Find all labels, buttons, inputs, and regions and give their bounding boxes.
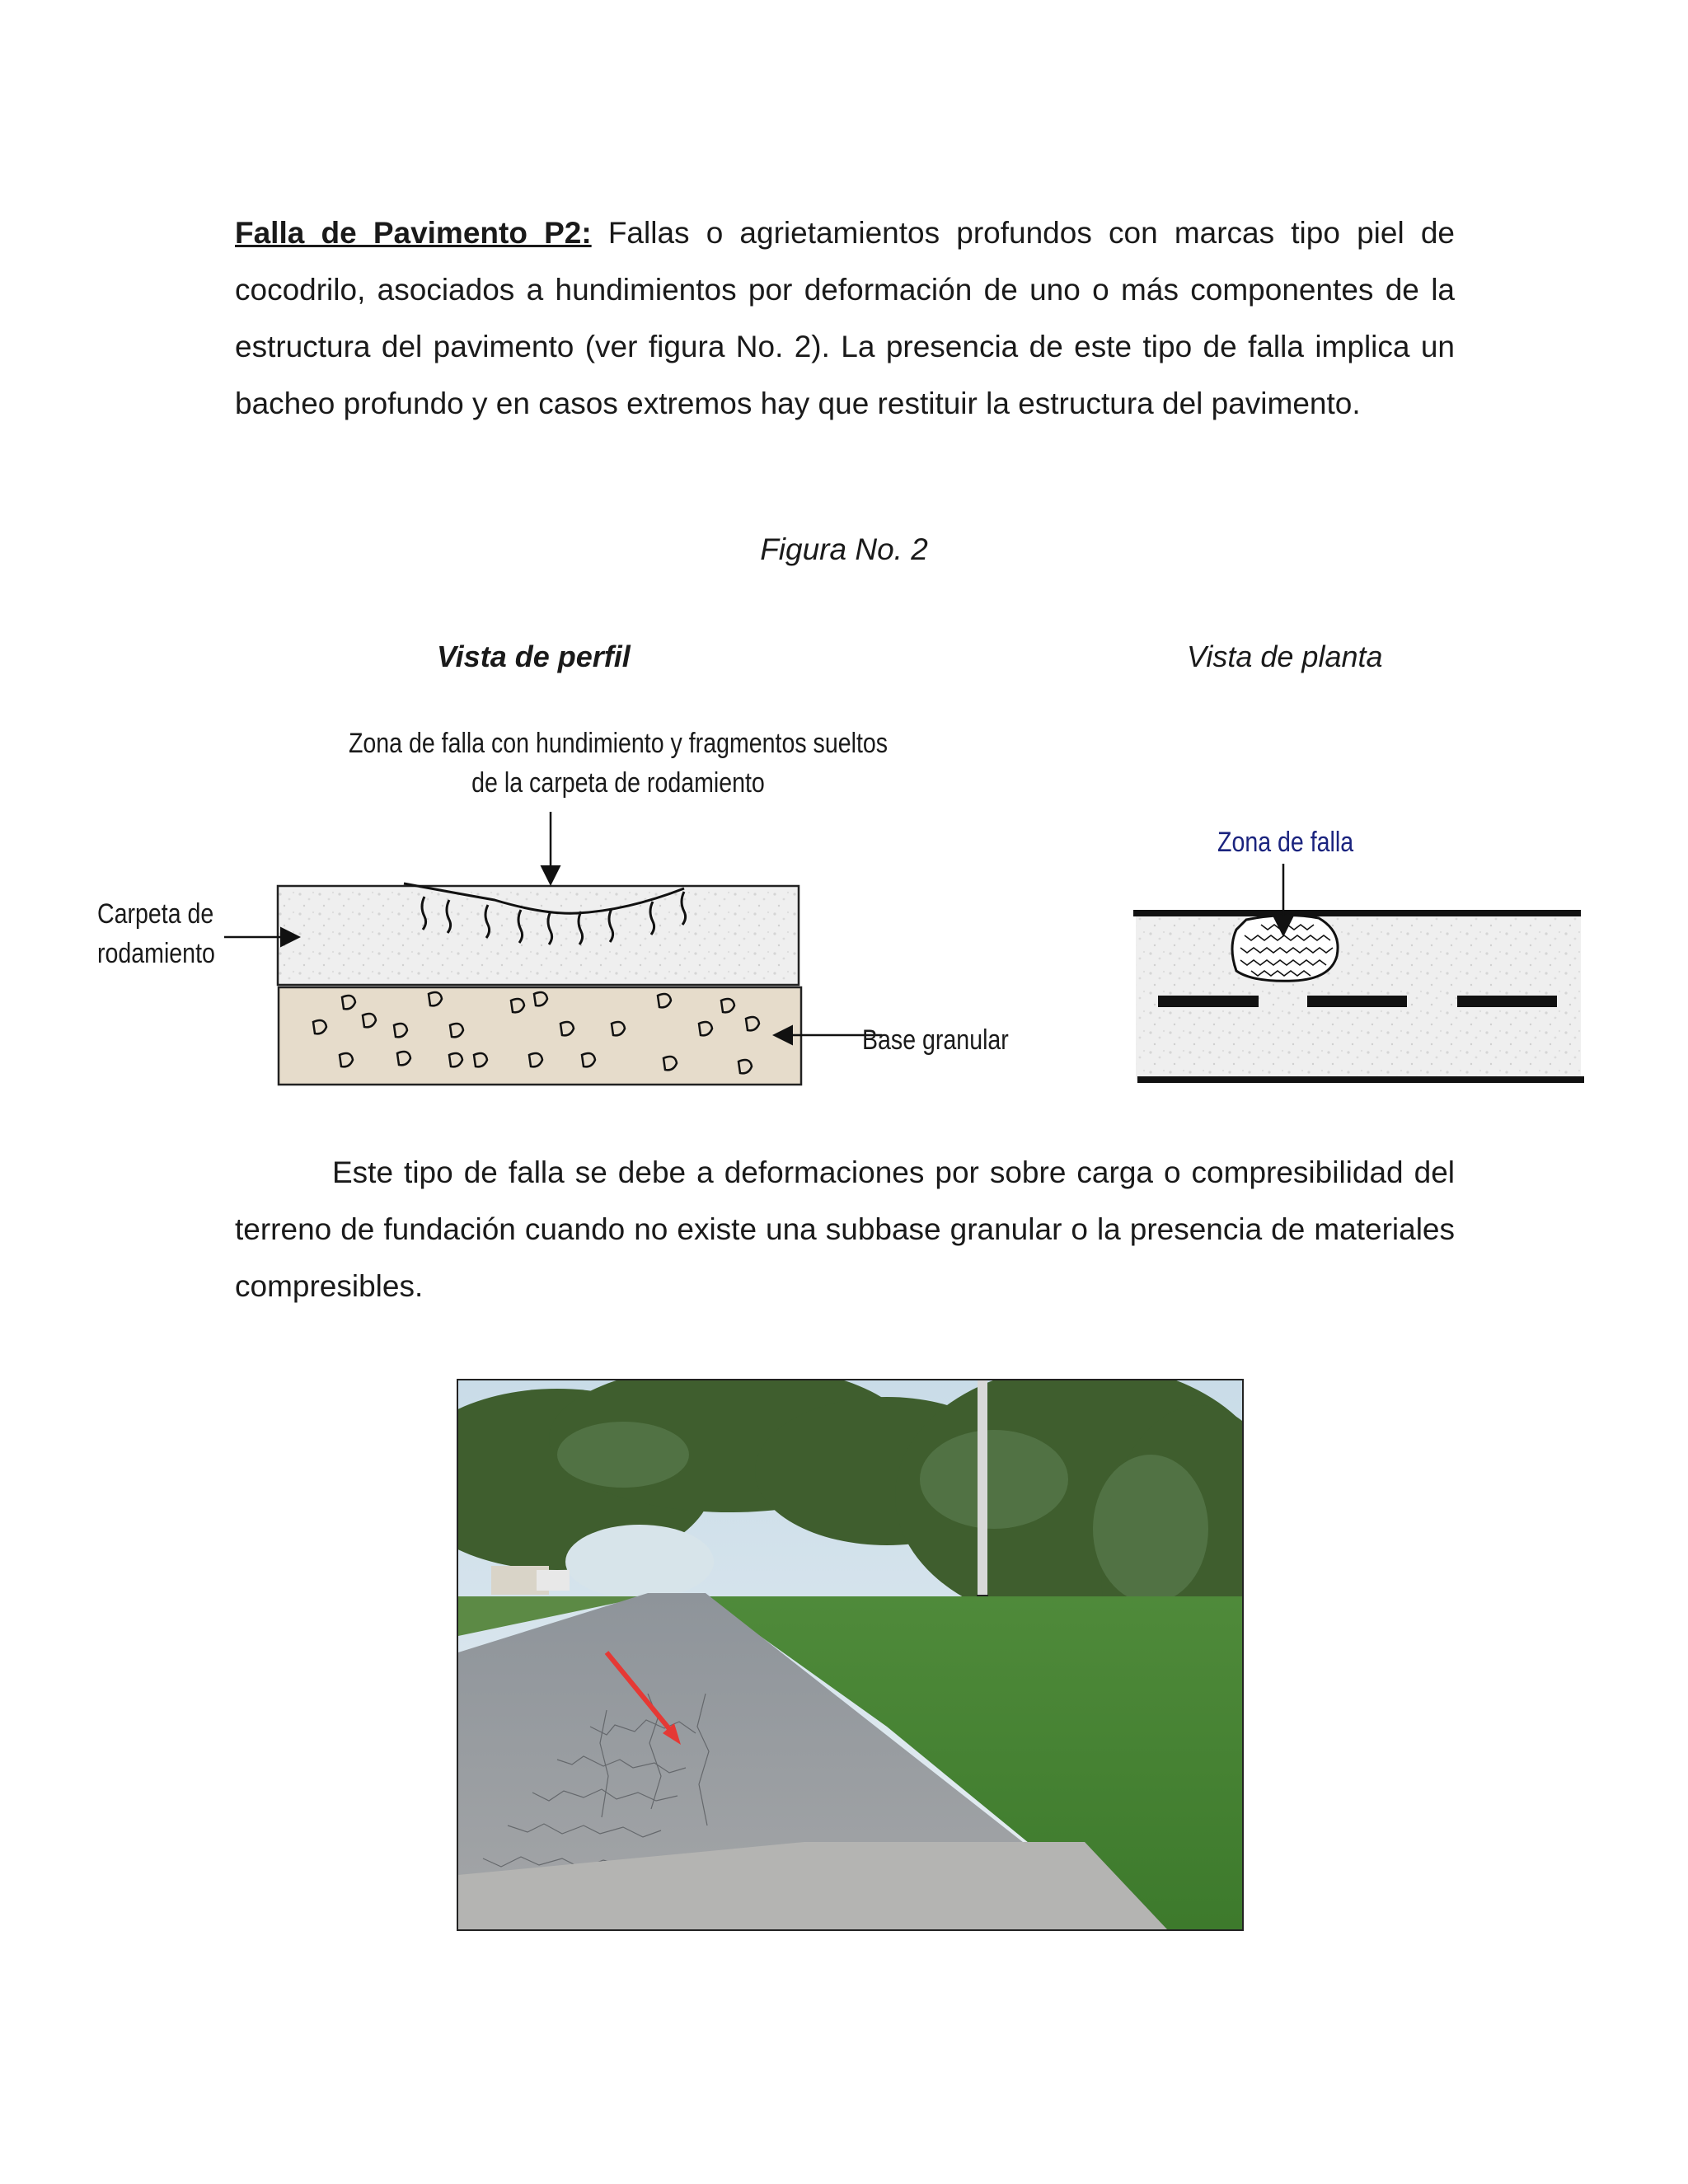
carpeta-label-line1: Carpeta de bbox=[97, 898, 214, 930]
carpeta-label-line2: rodamiento bbox=[97, 938, 215, 969]
section-lead-title: Falla de Pavimento P2: bbox=[235, 216, 592, 250]
asphalt-layer bbox=[278, 883, 799, 985]
carpeta-label bbox=[97, 894, 215, 973]
profile-view-title: Vista de perfil bbox=[437, 640, 631, 673]
granular-base-layer bbox=[279, 987, 801, 1085]
paragraph-intro-text: Fallas o agrietamientos profundos con marcas tipo piel de cocodrilo, asociados a hundimientos por deformación de uno o más componentes de la estructura del pavimento (ver figura No. 2). La presencia de este tipo de falla implica un bacheo profundo y en casos extremos hay que restituir la estructura del pavimento. bbox=[235, 216, 1455, 420]
plan-failure-patch bbox=[1232, 915, 1338, 981]
plan-view-road bbox=[1133, 913, 1584, 1080]
paragraph-intro bbox=[235, 204, 1455, 432]
road-with-alligator-cracking-photo bbox=[457, 1379, 1244, 1931]
zona-falla-label: Zona de falla bbox=[1217, 827, 1354, 858]
base-granular-label: Base granular bbox=[862, 1024, 1009, 1056]
figure-caption: Figura No. 2 bbox=[760, 532, 928, 566]
zone-label-line2: de la carpeta de rodamiento bbox=[471, 767, 765, 799]
crack-marks bbox=[422, 892, 686, 944]
zone-label bbox=[341, 724, 895, 803]
paragraph-cause: Este tipo de falla se debe a deformaciones por sobre carga o compresibilidad del terreno de fundación cuando no existe una subbase granular o la presencia de materiales compresibles. bbox=[235, 1155, 1455, 1303]
zone-label-line1: Zona de falla con hundimiento y fragmentos sueltos bbox=[348, 728, 889, 759]
plan-view-title: Vista de planta bbox=[1187, 640, 1383, 673]
